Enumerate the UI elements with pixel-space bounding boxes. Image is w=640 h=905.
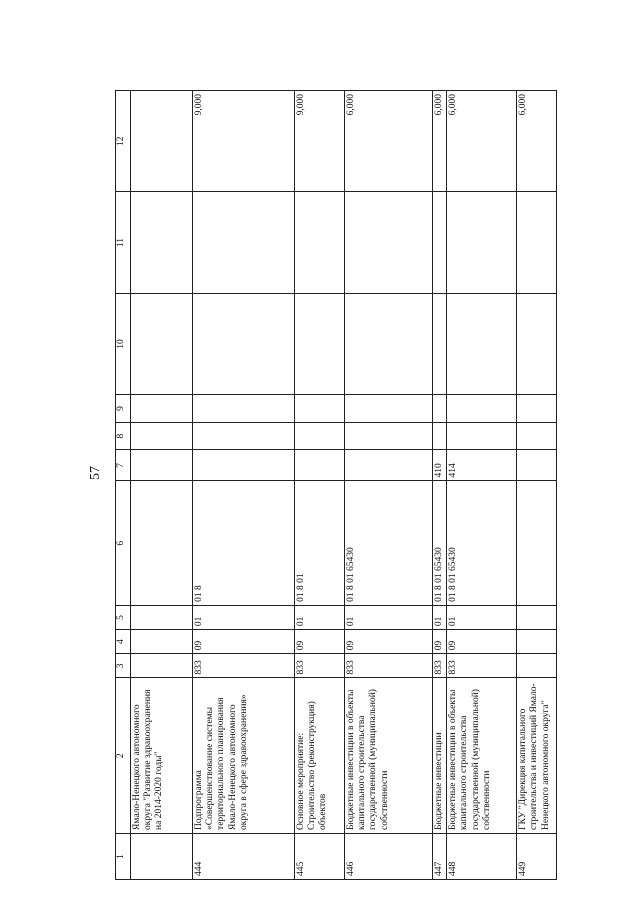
empty-cell <box>131 293 193 394</box>
column-header-5: 5 <box>116 605 131 629</box>
empty-cell <box>345 422 433 450</box>
cell-c3 <box>131 654 193 678</box>
cell-c4: 09 <box>193 630 295 654</box>
cell-c7: 414 <box>447 450 517 481</box>
cell-c7 <box>517 450 557 481</box>
table-row <box>345 91 433 880</box>
table-row <box>433 91 447 880</box>
column-header-7: 7 <box>116 450 131 481</box>
cell-name: Подпрограмма «Совершенствование системы территориального планирования Ямало-Ненецкого автономного округа в сфере здравоохранения» <box>193 678 295 833</box>
cell-c7 <box>345 450 433 481</box>
cell-name: Основное мероприятие: Строительство (реконструкция) объектов <box>295 678 345 833</box>
cell-c12: 6,000 <box>433 91 447 192</box>
cell-c4 <box>517 630 557 654</box>
empty-cell <box>433 422 447 450</box>
cell-c3: 833 <box>433 654 447 678</box>
cell-c4 <box>131 630 193 654</box>
cell-num <box>131 833 193 879</box>
table-row <box>193 91 295 880</box>
empty-cell <box>345 395 433 423</box>
cell-c6: 01 8 01 65430 <box>345 481 433 605</box>
table-body <box>131 91 557 880</box>
table-row <box>517 91 557 880</box>
cell-c12: 6,000 <box>345 91 433 192</box>
column-header-6: 6 <box>116 481 131 605</box>
column-header-12: 12 <box>116 91 131 192</box>
cell-name: Бюджетные инвестиции <box>433 678 447 833</box>
cell-c3 <box>517 654 557 678</box>
page-number: 57 <box>88 466 103 480</box>
empty-cell <box>193 192 295 293</box>
table-row <box>447 91 517 880</box>
empty-cell <box>447 192 517 293</box>
cell-name: Ямало-Ненецкого автономного округа "Развитие здравоохранения на 2014-2020 годы" <box>131 678 193 833</box>
column-header-3: 3 <box>116 654 131 678</box>
cell-c5: 01 <box>345 605 433 629</box>
empty-cell <box>517 293 557 394</box>
empty-cell <box>131 192 193 293</box>
cell-c6 <box>131 481 193 605</box>
cell-c3: 833 <box>295 654 345 678</box>
empty-cell <box>295 395 345 423</box>
cell-c4: 09 <box>433 630 447 654</box>
cell-c12: 9,000 <box>295 91 345 192</box>
column-header-4: 4 <box>116 630 131 654</box>
cell-num: 448 <box>447 833 517 879</box>
cell-c5: 01 <box>447 605 517 629</box>
cell-c3: 833 <box>345 654 433 678</box>
empty-cell <box>295 293 345 394</box>
cell-c5 <box>517 605 557 629</box>
column-header-9: 9 <box>116 395 131 423</box>
empty-cell <box>131 422 193 450</box>
cell-c7 <box>131 450 193 481</box>
rotated-page <box>80 90 551 880</box>
empty-cell <box>447 422 517 450</box>
cell-num: 444 <box>193 833 295 879</box>
column-header-2: 2 <box>116 678 131 833</box>
budget-table <box>115 90 557 880</box>
cell-num: 449 <box>517 833 557 879</box>
cell-c6: 01 8 01 65430 <box>447 481 517 605</box>
cell-num: 446 <box>345 833 433 879</box>
empty-cell <box>295 192 345 293</box>
empty-cell <box>193 422 295 450</box>
empty-cell <box>295 422 345 450</box>
cell-c3: 833 <box>193 654 295 678</box>
cell-c7 <box>193 450 295 481</box>
empty-cell <box>447 395 517 423</box>
column-header-8: 8 <box>116 422 131 450</box>
cell-c5: 01 <box>295 605 345 629</box>
cell-num: 445 <box>295 833 345 879</box>
empty-cell <box>433 293 447 394</box>
column-header-10: 10 <box>116 293 131 394</box>
cell-c12: 9,000 <box>193 91 295 192</box>
cell-c6 <box>517 481 557 605</box>
cell-c7: 410 <box>433 450 447 481</box>
cell-c12: 6,000 <box>517 91 557 192</box>
header-row <box>116 91 131 880</box>
empty-cell <box>433 395 447 423</box>
cell-c7 <box>295 450 345 481</box>
cell-name: Бюджетные инвестиции в объекты капитального строительства государственной (муниципальной) собственности <box>345 678 433 833</box>
column-header-1: 1 <box>116 833 131 879</box>
empty-cell <box>517 192 557 293</box>
empty-cell <box>345 293 433 394</box>
empty-cell <box>131 395 193 423</box>
empty-cell <box>193 395 295 423</box>
cell-c4: 09 <box>295 630 345 654</box>
empty-cell <box>345 192 433 293</box>
cell-c5: 01 <box>433 605 447 629</box>
cell-c6: 01 8 <box>193 481 295 605</box>
table-row <box>295 91 345 880</box>
column-header-11: 11 <box>116 192 131 293</box>
empty-cell <box>517 422 557 450</box>
cell-c3: 833 <box>447 654 517 678</box>
cell-name: ГКУ "Дирекция капитального строительства и инвестиций Ямало-Ненецкого автономного округа" <box>517 678 557 833</box>
cell-c4: 09 <box>447 630 517 654</box>
cell-num: 447 <box>433 833 447 879</box>
cell-c12: 6,000 <box>447 91 517 192</box>
cell-c6: 01 8 01 65430 <box>433 481 447 605</box>
cell-c5: 01 <box>193 605 295 629</box>
cell-c4: 09 <box>345 630 433 654</box>
cell-c6: 01 8 01 <box>295 481 345 605</box>
cell-c5 <box>131 605 193 629</box>
cell-c12 <box>131 91 193 192</box>
table-row <box>131 91 193 880</box>
cell-name: Бюджетные инвестиции в объекты капитального строительства государственной (муниципальной) собственности <box>447 678 517 833</box>
empty-cell <box>433 192 447 293</box>
empty-cell <box>193 293 295 394</box>
empty-cell <box>517 395 557 423</box>
empty-cell <box>447 293 517 394</box>
